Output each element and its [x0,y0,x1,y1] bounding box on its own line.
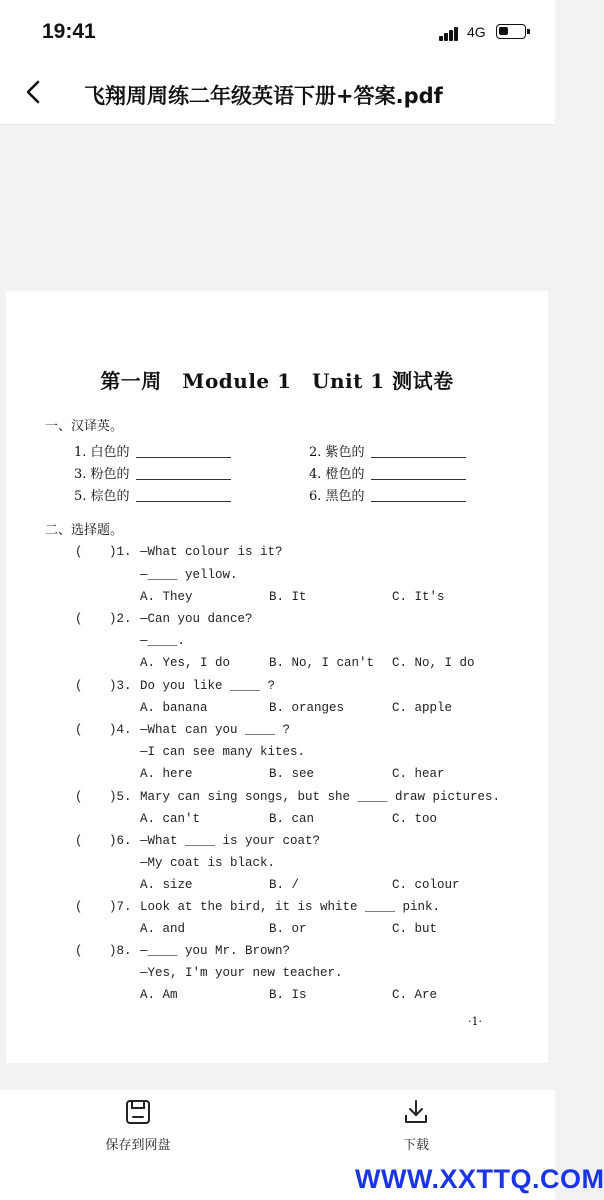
option: C. Are [392,988,438,1002]
chevron-left-icon [16,74,52,110]
question-text: Look at the bird, it is white ____ pink. [140,900,441,914]
question-text: Do you like ____ ? [140,679,276,693]
answer-paren: ( [75,723,83,737]
option: C. No, I do [392,656,475,670]
answer-paren: ( [75,944,83,958]
pdf-page[interactable] [6,291,548,1063]
question-number: )7. [109,900,132,914]
answer-paren: ( [75,679,83,693]
vocab-item: 2. 紫色的 [309,441,466,460]
option: B. see [269,767,315,781]
section-heading-translate: 一、汉译英。 [45,419,124,434]
status-bar [0,0,555,60]
battery-icon [496,24,526,39]
download-button[interactable] [386,1098,446,1153]
doc-title: 第一周 Module 1 Unit 1 测试卷 [100,369,454,393]
question-text: —I can see many kites. [140,745,306,759]
vocab-item: 6. 黑色的 [309,485,466,504]
question-text: —My coat is black. [140,856,276,870]
nav-bar [0,60,555,125]
question-text: —What ____ is your coat? [140,834,321,848]
question-text: —____ yellow. [140,568,238,582]
answer-paren: ( [75,790,83,804]
question-text: —What can you ____ ? [140,723,291,737]
option: B. oranges [269,701,345,715]
page-title: 飞翔周周练二年级英语下册+答案.pdf [84,84,443,108]
question-number: )4. [109,723,132,737]
vocab-item: 4. 橙色的 [309,463,466,482]
answer-paren: ( [75,900,83,914]
question-number: )5. [109,790,132,804]
option: B. No, I can't [269,656,375,670]
option: B. It [269,590,307,604]
option: C. apple [392,701,453,715]
vocab-item: 5. 棕色的 [74,485,231,504]
option: C. but [392,922,438,936]
question-text: —What colour is it? [140,545,283,559]
question-number: )8. [109,944,132,958]
option: A. Yes, I do [140,656,231,670]
question-number: )1. [109,545,132,559]
question-number: )3. [109,679,132,693]
option: B. can [269,812,315,826]
section-heading-choice: 二、选择题。 [45,523,124,538]
option: B. Is [269,988,307,1002]
save-icon [124,1098,152,1126]
option: A. banana [140,701,208,715]
option: B. or [269,922,307,936]
option: C. colour [392,878,460,892]
option: B. / [269,878,300,892]
status-time: 19:41 [42,20,96,43]
question-number: )6. [109,834,132,848]
download-icon [402,1098,430,1126]
question-text: Mary can sing songs, but she ____ draw pictures. [140,790,501,804]
option: A. can't [140,812,201,826]
option: A. and [140,922,186,936]
answer-paren: ( [75,545,83,559]
option: A. Am [140,988,178,1002]
option: A. They [140,590,193,604]
option: A. here [140,767,193,781]
question-text: —____ you Mr. Brown? [140,944,291,958]
option: C. hear [392,767,445,781]
answer-paren: ( [75,612,83,626]
vocab-item: 3. 粉色的 [74,463,231,482]
question-text: —____. [140,634,186,648]
question-text: —Yes, I'm your new teacher. [140,966,343,980]
page-number: ·1· [468,1015,482,1028]
vocab-item: 1. 白色的 [74,441,231,460]
question-number: )2. [109,612,132,626]
signal-icon [439,27,461,41]
answer-paren: ( [75,834,83,848]
option: A. size [140,878,193,892]
watermark: WWW.XXTTQ.COM [355,1164,604,1194]
save-to-cloud-button[interactable] [98,1098,178,1153]
download-label: 下载 [402,1138,429,1153]
option: C. too [392,812,438,826]
save-label: 保存到网盘 [105,1138,171,1153]
option: C. It's [392,590,445,604]
back-button[interactable] [16,74,52,110]
question-text: —Can you dance? [140,612,253,626]
network-label: 4G [467,24,486,40]
